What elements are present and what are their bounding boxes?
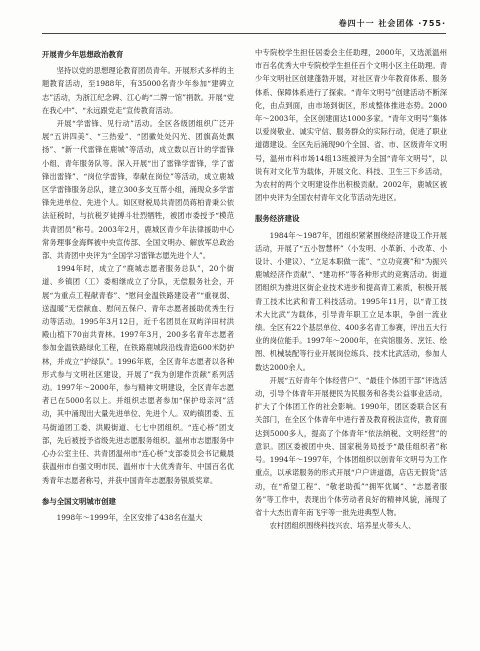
paragraph: 坚持以党的思想理论教育团员青年。开展形式多样的主题教育活动，至1988年，有35000名青少年参加“建碑立志”活动，为浙江纪念碑、江心屿“二牌一馆”捐款。开展“党在我心中”、“永远跟党走”宣传教育活动。 <box>42 66 234 115</box>
right-column <box>255 46 447 532</box>
paragraph: 开展“学雷锋、见行动”活动。全区各级团组织广泛开展“五讲四美”、“三热爱”、“团徽处处闪光、团旗高处飘扬”、“新一代雷锋在鹿城”等活动，成立数以百计的学雷锋小组、青年服务队等。深入开展“出了雷锋学雷锋，学了雷锋出雷锋”、“岗位学雷锋，奉献在岗位”等活动，成立鹿城区学雷锋服务总队，建立300多支互帮小组，涌现众多学雷锋先进单位、先进个人。如区财税局共青团员蒋柏青秉公依法征税时，与抗税歹徒搏斗壮烈牺牲，被团市委授予“模范共青团员”称号。2003年2月，鹿城区青少年法律援助中心常务理事金海辉被中央宣传部、全国文明办、解放军总政治部、共青团中央评为“全国学习雷锋志愿先进个人”。 <box>42 119 234 261</box>
paragraph: 中专院校学生担任居委会主任助理，2000年，又选派温州市百名优秀大中专院校学生担任百个文明小区主任助理。青少年文明社区创建蓬勃开展，对社区青少年教育体系、服务体系、保障体系进行了探索。“青年文明号”创建活动不断深化，由点到面，由市场到街区，形成整体推进态势。2000年～2003年，全区创建面达1000多家。“青年文明号”集体以爱岗敬业、诚实守信、服务群众的实际行动，促进了职业道德建设。全区先后涌现90个全国、省、市、区级青年文明号，温州市科市场14组13班被评为全国“青年文明号”，以说有对文化节为载体，开展文化、科技、卫生三下乡活动，为农村的两个文明建设作出积极贡献。2002年，鹿城区被团中央评为全国农村青年文化节活动先进区。 <box>255 48 447 203</box>
left-column <box>42 46 234 524</box>
section-heading-youth-education: 开展青少年思想政治教育 <box>42 50 124 59</box>
header-rule <box>42 33 446 34</box>
paragraph: 农村团组织围绕科技兴农、培养星火带头人、 <box>269 521 416 531</box>
paragraph: 开展“五好青年个体经营户”、“最佳个体团干部”评选活动，引导个体青年开展便民为民服务和各类公益事业活动，扩大了个体团工作的社会影响。1990年，团区委联合区有关部门，在全区个体青年中进行普及教育税法宣传，教育面达到5000多人，提高了个体青年“依法纳税、文明经营”的意识。团区委被团中央、国家税务局授予“最佳组织者”称号。1994年～1997年，个体团组织以创青年文明号为工作重点，以承诺服务的形式开展“户户讲道德，店店无假货”活动，在“希望工程”、“敬老助孤”“拥军优属”、“志愿者服务”等工作中，表现出个体劳动者良好的精神风貌，涌现了省十大杰出青年南飞宇等一批先进典型人物。 <box>255 375 447 517</box>
section-heading-economic-service: 服务经济建设 <box>255 214 300 224</box>
paragraph: 1994年时，成立了“鹿城志愿者服务总队”，20个街道、乡镇团（工）委相继成立了分队，无偿服务社会，开展“为重点工程献青春”、“慰问金温铁路建设者”“重视弱、送温暖”无偿献血、慰问五保户、青年志愿者援助优秀生行动等活动。1995年3月12日，近千名团员在双屿洋田村洪殿山植下70亩共青林。1997年3月，200多名青年志愿者参加金温铁路绿化工程，在铁路鹿城段沿线青造600米防护林，并成立“护绿队”。1996年底，全区青年志愿者以各种形式参与文明社区建设，开展了“我为创建作贡献”系列活动。1997年～2000年，参与精神文明建设，全区青年志愿者已在5000名以上。并组织志愿者参加“保护母亲河”活动，其中涌现出大量先进单位、先进个人。双屿镇团委、五马街道团工委、洪殿街道、七七中团组织。“连心桥”团支部，先后被授予省级先进志愿服务组织。温州市志愿服务中心办公室主任、共青团温州市“连心桥”支部委员会书记戴晨获温州市自强文明市民、温州市十大优秀青年、中国百名优秀青年志愿者称号，并获中国青年志愿服务银质奖章。 <box>42 264 234 485</box>
section-heading-civilized-city: 参与全国文明城市创建 <box>42 496 116 506</box>
paragraph: 1984年～1987年，团组织紧紧围绕经济建设工作开展活动，开展了“五小智慧杯”（小发明、小革新、小改革、小设计、小建议）、“立足本职做一流”、“立功竞赛”和“为振兴鹿城经济作贡献”、“建功杯”等各种形式的竞赛活动。街道团组织为推进区街企业技术进步和提高青工素质，积极开展青工技术比武和青工科技活动。1995年11月，以“青工技术大比武”为载体，引导青年职工立足本职，争创一流业绩。全区有22个基层单位、400多名青工参赛，评出五大行业的岗位能手。1997年～2000年，在宾馆服务、烹饪、绘图、机械装配等行业开展岗位练兵、技术比武活动，参加人数达2000余人。 <box>255 230 447 372</box>
paragraph: 1998年～1999年，全区安排了438名在温大 <box>56 512 203 522</box>
running-header: 卷四十一 社会团体 ·755· <box>338 19 446 28</box>
